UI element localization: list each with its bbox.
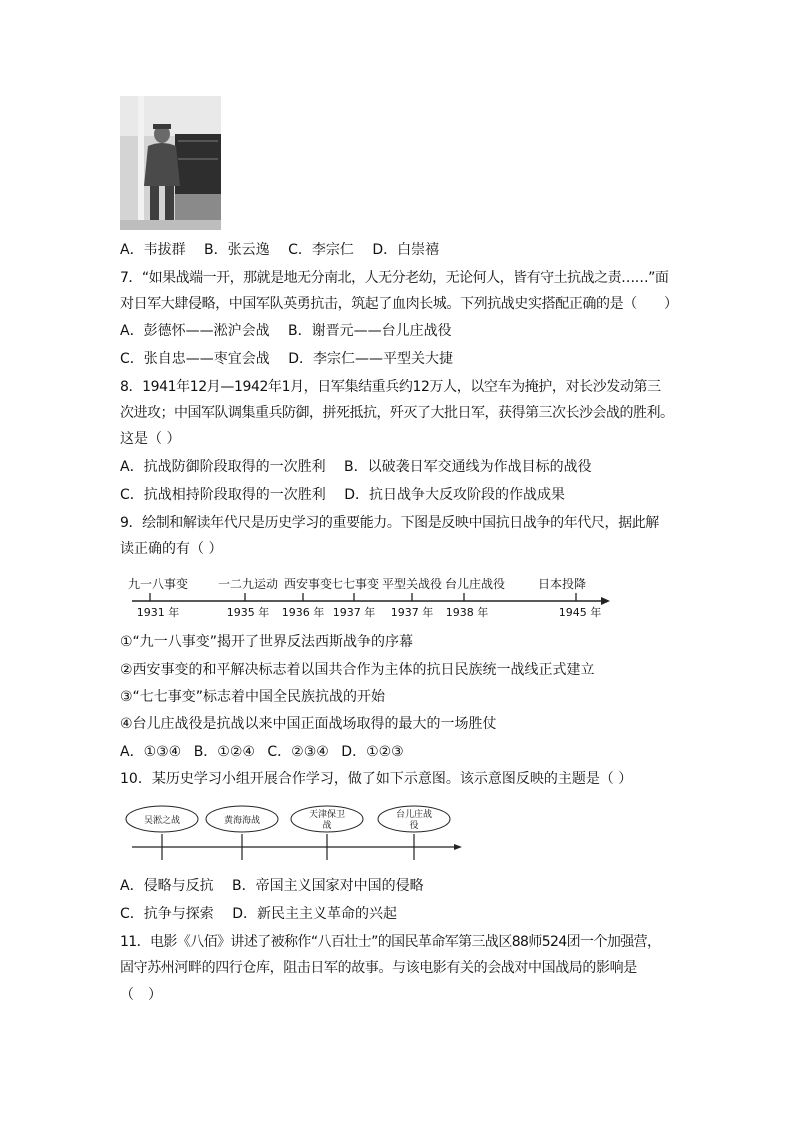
q9-stem-line-2: 读正确的有（ ） [120, 541, 223, 557]
q7-option-b: B．谢晋元——台儿庄战役 [288, 323, 452, 339]
q8-stem-line-2: 次进攻；中国军队调集重兵防御，拼死抵抗，歼灭了大批日军，获得第三次长沙会战的胜利。 [120, 405, 674, 421]
q10-options-row-1 [120, 876, 424, 896]
q10-option-c: C．抗争与探索 [120, 906, 214, 922]
timeline-event-label: 日本投降 [537, 577, 587, 591]
q6-option-b: B．张云逸 [204, 242, 270, 258]
timeline-year-labels [137, 605, 602, 619]
q10-option-a: A．侵略与反抗 [120, 878, 214, 894]
timeline-event-label: 台儿庄战役 [444, 577, 506, 591]
diagram-oval-label: 役 [409, 821, 419, 831]
q9-option-c: C．②③④ [267, 744, 329, 760]
timeline-event-labels [128, 576, 586, 591]
q7-option-d: D．李宗仁——平型关大捷 [288, 351, 454, 367]
q8-option-c: C．抗战相持阶段取得的一次胜利 [120, 487, 326, 503]
q10-diagram [120, 802, 470, 862]
soldier-photo-illustration [120, 96, 221, 230]
timeline-year-label: 1945 年 [558, 606, 602, 619]
timeline-year-label: 1936 年 [281, 606, 325, 619]
timeline-event-label: 平型关战役 [381, 577, 443, 591]
historical-photo [120, 96, 221, 230]
timeline-event-label: 七七事变 [330, 577, 380, 591]
q9-options [120, 742, 404, 762]
diagram-arrow-icon [454, 844, 462, 850]
q9-timeline [120, 572, 620, 624]
q11-stem-line-2: 固守苏州河畔的四行仓库，阻击日军的故事。与该电影有关的会战对中国战局的影响是 [120, 960, 637, 976]
diagram-oval-label: 台儿庄战 [395, 810, 433, 820]
q6-option-d: D．白崇禧 [372, 242, 440, 258]
q8-stem-line-3: 这是（ ） [120, 431, 181, 447]
q7-options-row-2 [120, 349, 453, 369]
timeline-arrow-icon [601, 597, 610, 605]
q11-stem-line-1: 11．电影《八佰》讲述了被称作“八百壮士”的国民革命军第三战区88师524团一个加强营， [120, 934, 661, 950]
q9-statement-4: ④台儿庄战役是抗战以来中国正面战场取得的最大的一场胜仗 [120, 716, 497, 732]
timeline-ticks [150, 593, 576, 601]
diagram-items [126, 806, 450, 860]
q9-stem-line-1: 9．绘制和解读年代尺是历史学习的重要能力。下图是反映中国抗日战争的年代尺，据此解 [120, 515, 659, 531]
q9-option-a: A．①③④ [120, 744, 182, 760]
q6-option-c: C．李宗仁 [288, 242, 354, 258]
timeline-year-label: 1937 年 [332, 606, 376, 619]
q10-option-b: B．帝国主义国家对中国的侵略 [232, 878, 424, 894]
q9-statement-1: ①“九一八事变”揭开了世界反法西斯战争的序幕 [120, 634, 414, 650]
q11-stem-line-3: （ ） [120, 987, 162, 1003]
timeline-year-label: 1935 年 [226, 606, 270, 619]
diagram-oval-label: 天津保卫 [308, 810, 346, 820]
diagram-oval-label: 吴淞之战 [143, 816, 181, 826]
diagram-oval-label: 黄海海战 [223, 816, 261, 826]
q7-options-row-1 [120, 321, 452, 341]
timeline-year-label: 1937 年 [390, 606, 434, 619]
q8-options-row-2 [120, 485, 565, 505]
diagram-oval-label: 战 [322, 821, 332, 831]
timeline-event-label: 九一八事变 [127, 577, 189, 591]
q8-option-b: B．以破袭日军交通线为作战目标的战役 [344, 459, 592, 475]
q6-option-a: A．韦拔群 [120, 242, 186, 258]
q7-option-a: A．彭德怀——淞沪会战 [120, 323, 270, 339]
q8-options-row-1 [120, 457, 592, 477]
q8-option-d: D．抗日战争大反攻阶段的作战成果 [344, 487, 566, 503]
q8-stem-line-1: 8．1941年12月—1942年1月，日军集结重兵约12万人，以空车为掩护，对长沙发动第三 [120, 379, 661, 395]
q9-statement-3: ③“七七事变”标志着中国全民族抗战的开始 [120, 689, 386, 705]
timeline-year-label: 1931 年 [136, 606, 180, 619]
timeline-event-label: 西安事变 [283, 577, 333, 591]
q10-options-row-2 [120, 904, 397, 924]
q9-statement-2: ②西安事变的和平解决标志着以国共合作为主体的抗日民族统一战线正式建立 [120, 662, 595, 678]
q9-option-b: B．①②④ [193, 744, 255, 760]
q7-option-c: C．张自忠——枣宜会战 [120, 351, 270, 367]
q8-option-a: A．抗战防御阶段取得的一次胜利 [120, 459, 326, 475]
timeline-year-label: 1938 年 [445, 606, 489, 619]
q9-option-d: D．①②③ [341, 744, 404, 760]
q10-option-d: D．新民主主义革命的兴起 [232, 906, 398, 922]
q7-stem-line-2: 对日军大肆侵略，中国军队英勇抗击，筑起了血肉长城。下列抗战史实搭配正确的是（ ） [120, 296, 678, 312]
timeline-event-label: 一二九运动 [217, 577, 279, 591]
q6-options [120, 240, 439, 260]
q10-stem: 10．某历史学习小组开展合作学习，做了如下示意图。该示意图反映的主题是（ ） [120, 771, 633, 787]
q7-stem-line-1: 7．“如果战端一开，那就是地无分南北，人无分老幼，无论何人，皆有守土抗战之责……”面 [120, 270, 669, 286]
